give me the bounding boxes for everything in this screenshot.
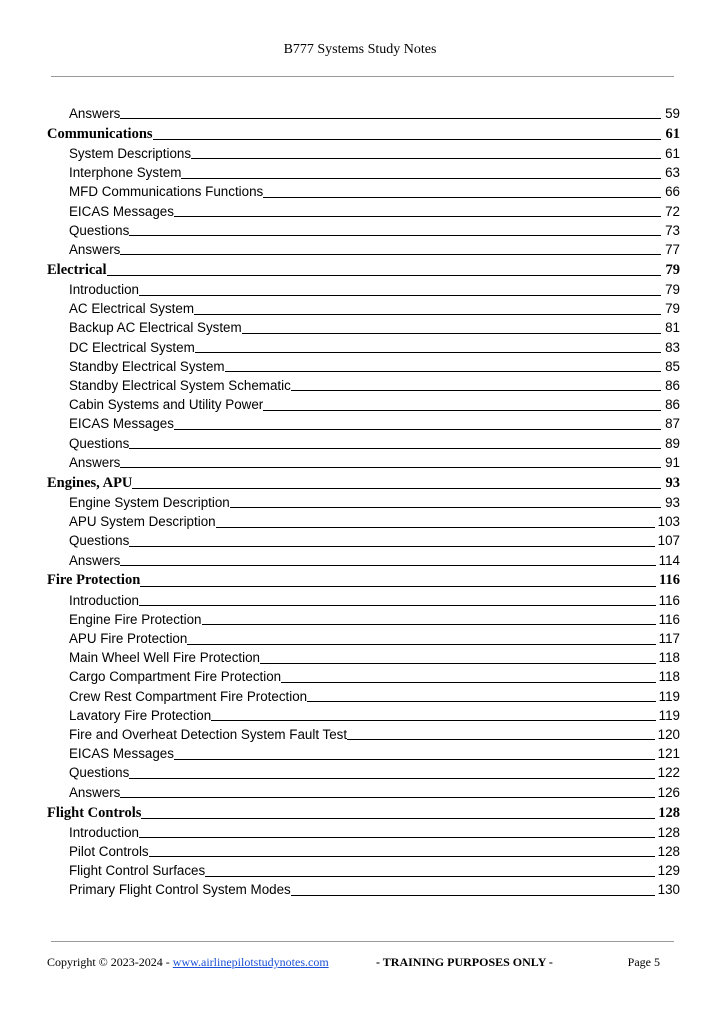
toc-leader-line [140, 586, 656, 587]
toc-entry-title: Engine Fire Protection [69, 611, 202, 627]
footer-copyright: Copyright © 2023-2024 - [47, 955, 170, 969]
toc-subsection-entry[interactable] [69, 782, 680, 801]
toc-subsection-entry[interactable] [69, 860, 680, 879]
toc-leader-line [216, 527, 655, 528]
toc-entry-page: 79 [665, 301, 680, 317]
toc-section-entry[interactable] [47, 471, 680, 492]
toc-subsection-entry[interactable] [69, 492, 680, 511]
toc-subsection-entry[interactable] [69, 686, 680, 705]
toc-entry-title: Engines, APU [47, 474, 133, 491]
toc-entry-title: Questions [69, 765, 130, 781]
toc-subsection-entry[interactable] [69, 201, 680, 220]
toc-entry-page: 59 [665, 105, 680, 121]
toc-entry-page: 121 [657, 746, 680, 762]
toc-entry-title: Flight Controls [47, 804, 142, 821]
toc-entry-page: 91 [665, 454, 680, 470]
toc-leader-line [174, 216, 661, 217]
toc-leader-line [120, 797, 654, 798]
toc-entry-page: 61 [665, 145, 680, 161]
toc-subsection-entry[interactable] [69, 531, 680, 550]
toc-subsection-entry[interactable] [69, 162, 680, 181]
toc-leader-line [120, 254, 661, 255]
toc-leader-line [129, 546, 654, 547]
toc-leader-line [260, 663, 656, 664]
toc-leader-line [174, 759, 655, 760]
toc-entry-title: Fire and Overheat Detection System Fault Test [69, 727, 348, 743]
toc-subsection-entry[interactable] [69, 220, 680, 239]
toc-entry-page: 117 [658, 631, 680, 647]
toc-entry-page: 81 [665, 320, 680, 336]
toc-entry-title: Crew Rest Compartment Fire Protection [69, 688, 308, 704]
toc-entry-page: 63 [665, 165, 680, 181]
toc-leader-line [129, 448, 661, 449]
toc-entry-page: 114 [658, 552, 680, 568]
toc-leader-line [120, 467, 661, 468]
footer-divider [51, 941, 674, 942]
toc-entry-title: Engine System Description [69, 494, 230, 510]
toc-leader-line [291, 390, 661, 391]
toc-leader-line [174, 429, 661, 430]
toc-entry-page: 87 [665, 416, 680, 432]
toc-entry-page: 116 [658, 592, 680, 608]
toc-entry-page: 120 [657, 727, 680, 743]
toc-subsection-entry[interactable] [69, 279, 680, 298]
toc-subsection-entry[interactable] [69, 667, 680, 686]
toc-entry-page: 85 [665, 358, 680, 374]
toc-subsection-entry[interactable] [69, 337, 680, 356]
footer-training-notice [376, 955, 553, 970]
toc-leader-line [139, 605, 656, 606]
toc-entry-title: APU Fire Protection [69, 631, 188, 647]
toc-entry-page: 93 [665, 494, 680, 510]
toc-leader-line [107, 275, 661, 276]
toc-entry-page: 122 [657, 765, 680, 781]
toc-leader-line [141, 818, 655, 819]
toc-subsection-entry[interactable] [69, 394, 680, 413]
page-header-title: B777 Systems Study Notes [283, 42, 437, 57]
toc-leader-line [194, 314, 661, 315]
toc-subsection-entry[interactable] [69, 103, 680, 122]
toc-entry-page: 126 [657, 784, 680, 800]
toc-subsection-entry[interactable] [69, 511, 680, 530]
toc-subsection-entry[interactable] [69, 628, 680, 647]
toc-entry-page: 128 [657, 843, 680, 859]
toc-subsection-entry[interactable] [69, 705, 680, 724]
toc-entry-page: 116 [659, 572, 680, 589]
toc-subsection-entry[interactable] [69, 452, 680, 471]
toc-subsection-entry[interactable] [69, 880, 680, 899]
toc-leader-line [263, 197, 661, 198]
table-of-contents [47, 103, 680, 899]
toc-subsection-entry[interactable] [69, 822, 680, 841]
toc-leader-line [230, 507, 661, 508]
toc-entry-page: 119 [658, 688, 680, 704]
toc-entry-page: 128 [658, 804, 680, 821]
toc-subsection-entry[interactable] [69, 182, 680, 201]
toc-entry-page: 130 [657, 882, 680, 898]
toc-entry-page: 89 [665, 435, 680, 451]
toc-entry-page: 72 [665, 203, 680, 219]
toc-entry-page: 129 [657, 863, 680, 879]
footer-website-link[interactable]: www.airlinepilotstudynotes.com [172, 955, 329, 969]
toc-leader-line [347, 739, 655, 740]
toc-entry-title: Cargo Compartment Fire Protection [69, 669, 282, 685]
toc-entry-title: Standby Electrical System Schematic [69, 378, 291, 394]
toc-entry-title: AC Electrical System [69, 301, 195, 317]
toc-entry-page: 66 [665, 184, 680, 200]
toc-entry-title: Cabin Systems and Utility Power [69, 397, 264, 413]
toc-leader-line [120, 565, 655, 566]
toc-entry-page: 83 [665, 339, 680, 355]
toc-entry-title: Answers [69, 784, 121, 800]
toc-entry-page: 118 [658, 650, 680, 666]
toc-leader-line [307, 701, 656, 702]
toc-section-entry[interactable] [47, 569, 680, 590]
toc-subsection-entry[interactable] [69, 763, 680, 782]
toc-entry-title: Introduction [69, 282, 139, 298]
toc-entry-title: Answers [69, 552, 121, 568]
toc-leader-line [153, 139, 661, 140]
toc-entry-title: MFD Communications Functions [69, 184, 264, 200]
toc-leader-line [205, 876, 654, 877]
toc-leader-line [139, 295, 661, 296]
toc-entry-title: Communications [47, 125, 153, 142]
toc-entry-title: Lavatory Fire Protection [69, 707, 212, 723]
toc-subsection-entry[interactable] [69, 356, 680, 375]
toc-entry-page: 79 [665, 282, 680, 298]
toc-section-entry[interactable] [47, 801, 680, 822]
toc-subsection-entry[interactable] [69, 648, 680, 667]
toc-entry-page: 73 [665, 222, 680, 238]
toc-section-entry[interactable] [47, 122, 680, 143]
toc-entry-title: Questions [69, 435, 130, 451]
toc-entry-page: 93 [665, 474, 680, 491]
toc-entry-title: Answers [69, 241, 121, 257]
toc-entry-title: Flight Control Surfaces [69, 863, 206, 879]
toc-subsection-entry[interactable] [69, 590, 680, 609]
toc-entry-page: 128 [657, 824, 680, 840]
toc-entry-title: Electrical [47, 261, 107, 278]
toc-entry-title: Interphone System [69, 165, 182, 181]
toc-entry-title: DC Electrical System [69, 339, 195, 355]
toc-entry-page: 119 [658, 707, 680, 723]
toc-entry-title: EICAS Messages [69, 416, 174, 432]
toc-subsection-entry[interactable] [69, 239, 680, 258]
toc-entry-title: Backup AC Electrical System [69, 320, 242, 336]
toc-leader-line [291, 895, 655, 896]
toc-subsection-entry[interactable] [69, 743, 680, 762]
toc-entry-title: System Descriptions [69, 145, 192, 161]
toc-entry-page: 77 [665, 241, 680, 257]
toc-entry-page: 86 [665, 378, 680, 394]
toc-leader-line [242, 333, 661, 334]
toc-entry-title: EICAS Messages [69, 203, 174, 219]
footer-page-number: Page 5 [627, 955, 660, 969]
toc-subsection-entry[interactable] [69, 433, 680, 452]
toc-subsection-entry[interactable] [69, 299, 680, 318]
toc-leader-line [191, 158, 661, 159]
toc-subsection-entry[interactable] [69, 375, 680, 394]
toc-entry-title: Standby Electrical System [69, 358, 225, 374]
toc-entry-page: 107 [657, 533, 680, 549]
toc-entry-title: Questions [69, 533, 130, 549]
toc-entry-title: EICAS Messages [69, 746, 174, 762]
toc-leader-line [129, 235, 661, 236]
toc-entry-title: Answers [69, 454, 121, 470]
toc-entry-title: Answers [69, 105, 121, 121]
toc-entry-title: Questions [69, 222, 130, 238]
toc-subsection-entry[interactable] [69, 414, 680, 433]
toc-leader-line [120, 118, 661, 119]
toc-subsection-entry[interactable] [69, 841, 680, 860]
toc-entry-title: Introduction [69, 824, 139, 840]
toc-leader-line [181, 178, 661, 179]
toc-leader-line [139, 837, 655, 838]
toc-subsection-entry[interactable] [69, 724, 680, 743]
toc-leader-line [129, 778, 654, 779]
toc-entry-page: 116 [658, 611, 680, 627]
toc-subsection-entry[interactable] [69, 318, 680, 337]
toc-entry-title: Introduction [69, 592, 139, 608]
toc-leader-line [187, 644, 655, 645]
toc-entry-title: Pilot Controls [69, 843, 149, 859]
toc-entry-page: 86 [665, 397, 680, 413]
toc-entry-title: APU System Description [69, 514, 216, 530]
toc-entry-page: 61 [665, 125, 680, 142]
toc-entry-title: Primary Flight Control System Modes [69, 882, 291, 898]
toc-leader-line [195, 352, 661, 353]
toc-entry-page: 79 [665, 261, 680, 278]
footer-copyright-block [47, 955, 329, 970]
toc-subsection-entry[interactable] [69, 550, 680, 569]
toc-entry-page: 103 [657, 514, 680, 530]
toc-subsection-entry[interactable] [69, 609, 680, 628]
toc-entry-title: Fire Protection [47, 572, 141, 589]
toc-leader-line [281, 682, 656, 683]
toc-subsection-entry[interactable] [69, 143, 680, 162]
toc-section-entry[interactable] [47, 258, 680, 279]
toc-leader-line [263, 410, 661, 411]
footer-training-text: - TRAINING PURPOSES ONLY - [376, 955, 553, 969]
toc-leader-line [132, 488, 661, 489]
toc-leader-line [202, 624, 656, 625]
toc-leader-line [225, 371, 661, 372]
toc-entry-page: 118 [658, 669, 680, 685]
header-divider [51, 76, 674, 77]
toc-leader-line [211, 720, 655, 721]
toc-entry-title: Main Wheel Well Fire Protection [69, 650, 261, 666]
toc-leader-line [149, 856, 655, 857]
